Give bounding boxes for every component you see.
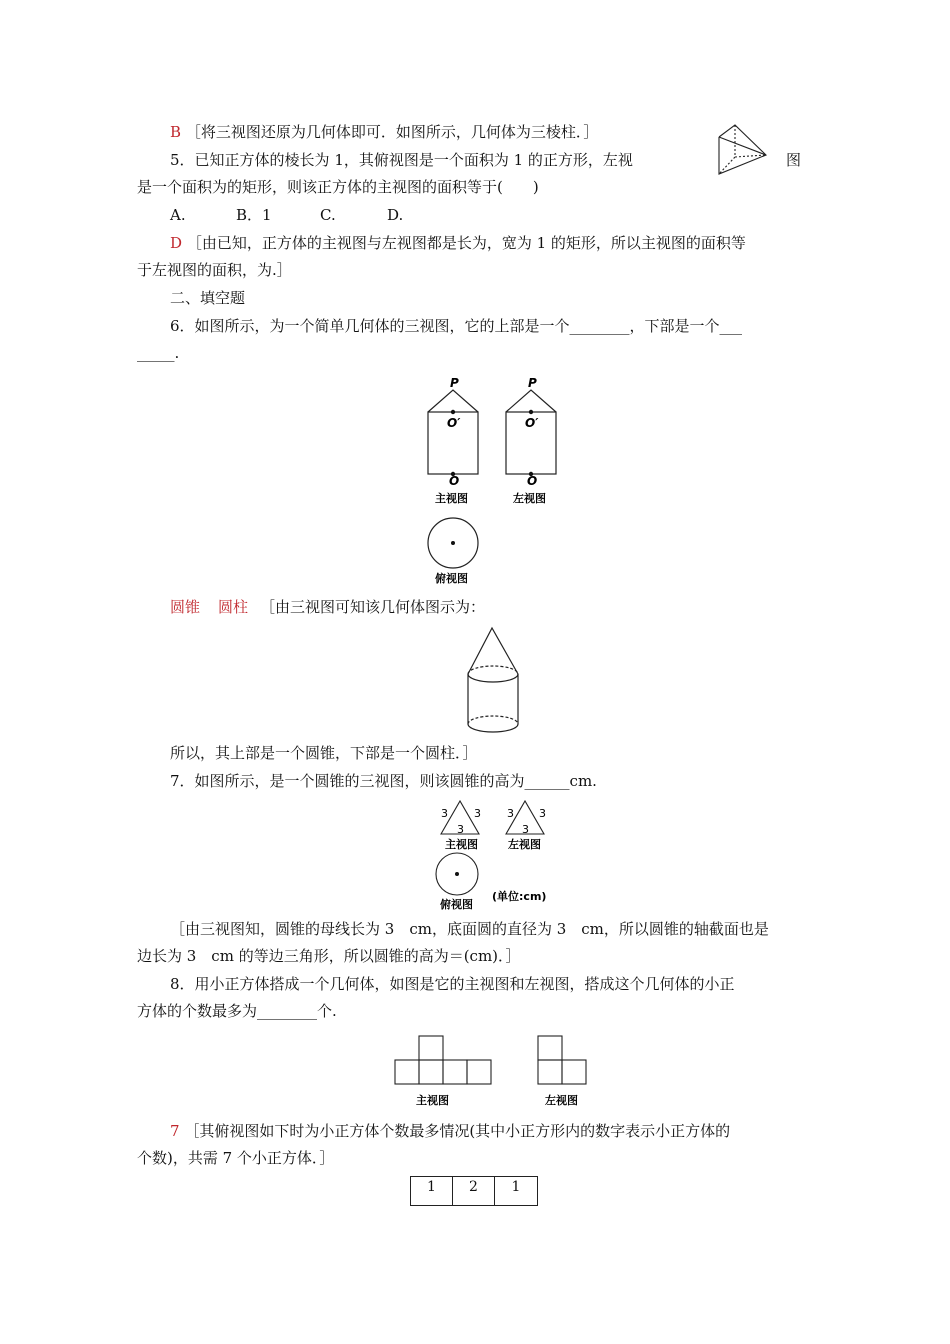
q5-option-c: C. bbox=[320, 206, 336, 224]
q7-expl1: ［由三视图知，圆锥的母线长为 3 cm，底面圆的直径为 3 cm，所以圆锥的轴截面也是 bbox=[170, 920, 769, 938]
cone-cylinder-figure bbox=[460, 624, 526, 736]
q8-answer-line bbox=[170, 1121, 730, 1141]
q6-expl1: ［由三视图可知该几何体图示为： bbox=[260, 598, 486, 616]
q5-option-a: A. bbox=[170, 206, 186, 224]
q6-front-apex-label: P bbox=[450, 376, 459, 390]
q6-front-mid-label: O′ bbox=[447, 416, 461, 430]
q8-left-caption: 左视图 bbox=[545, 1094, 578, 1107]
q6-answer1: 圆锥 bbox=[170, 598, 201, 616]
q8-expl2: 个数)，共需 7 个小正方体．］ bbox=[137, 1149, 335, 1167]
q6-line1: 6．如图所示，为一个简单几何体的三视图，它的上部是一个________，下部是一个___ bbox=[170, 317, 743, 335]
q6-expl2: 所以，其上部是一个圆锥，下部是一个圆柱．］ bbox=[170, 744, 478, 762]
q6-answer2: 圆柱 bbox=[218, 598, 249, 616]
q7-left-caption: 左视图 bbox=[508, 838, 541, 851]
q7-front-side-right: 3 bbox=[474, 807, 481, 820]
q8-expl1: ［其俯视图如下时为小正方体个数最多情况(其中小正方形内的数字表示小正方体的 bbox=[184, 1122, 731, 1140]
q8-answer: 7 bbox=[170, 1122, 180, 1140]
q8-front-caption: 主视图 bbox=[416, 1094, 449, 1107]
q6-line2: _____. bbox=[137, 344, 180, 362]
q6-answer-line bbox=[170, 597, 485, 617]
q7-left-base: 3 bbox=[522, 823, 529, 836]
q8-table-cell: 2 bbox=[453, 1177, 495, 1205]
q6-three-views-figure bbox=[410, 372, 580, 588]
q6-left-base-label: O bbox=[527, 474, 538, 488]
q8-table-cell: 1 bbox=[511, 1179, 521, 1195]
q5-line1: 5．已知正方体的棱长为 1，其俯视图是一个面积为 1 的正方形，左视 bbox=[170, 151, 633, 169]
q7-expl2: 边长为 3 cm 的等边三角形，所以圆锥的高为＝(cm)．］ bbox=[137, 947, 521, 965]
q5-answer: D bbox=[170, 234, 183, 252]
q5-answer-line bbox=[170, 233, 746, 253]
q7-left-side-left: 3 bbox=[507, 807, 514, 820]
q6-front-caption: 主视图 bbox=[435, 492, 468, 505]
q7-front-base: 3 bbox=[457, 823, 464, 836]
q6-left-apex-label: P bbox=[528, 376, 537, 390]
q6-top-caption: 俯视图 bbox=[435, 572, 468, 585]
q7-line1: 7．如图所示，是一个圆锥的三视图，则该圆锥的高为______cm. bbox=[170, 772, 597, 790]
q4-explanation: ［将三视图还原为几何体即可．如图所示，几何体为三棱柱．］ bbox=[185, 123, 599, 141]
q7-front-caption: 主视图 bbox=[445, 838, 478, 851]
q4-answer-line bbox=[170, 122, 598, 142]
q7-front-side-left: 3 bbox=[441, 807, 448, 820]
q8-table-cell: 1 bbox=[411, 1177, 453, 1205]
q7-unit: (单位:cm) bbox=[492, 890, 547, 903]
q5-line2: 是一个面积为的矩形，则该正方体的主视图的面积等于( ) bbox=[137, 178, 539, 196]
q7-top-caption: 俯视图 bbox=[440, 898, 473, 911]
q5-line1-tail: 图 bbox=[786, 151, 802, 169]
q5-option-d: D. bbox=[387, 206, 404, 224]
q7-left-side-right: 3 bbox=[539, 807, 546, 820]
section-heading: 二、填空题 bbox=[170, 289, 246, 307]
q5-expl1: ［由已知，正方体的主视图与左视图都是长为，宽为 1 的矩形，所以主视图的面积等 bbox=[186, 234, 746, 252]
q6-left-caption: 左视图 bbox=[513, 492, 546, 505]
q8-line1: 8．用小正方体搭成一个几何体，如图是它的主视图和左视图，搭成这个几何体的小正 bbox=[170, 975, 735, 993]
q6-left-mid-label: O′ bbox=[525, 416, 539, 430]
q8-line2: 方体的个数最多为________个. bbox=[137, 1002, 337, 1020]
q8-views-figure bbox=[390, 1032, 596, 1110]
q4-answer: B bbox=[170, 123, 182, 141]
q8-top-view-table bbox=[410, 1176, 538, 1206]
q5-option-b: B．1 bbox=[236, 206, 272, 224]
q6-front-base-label: O bbox=[449, 474, 460, 488]
q7-three-views-figure bbox=[432, 796, 562, 912]
triangular-prism-figure bbox=[716, 122, 770, 178]
q5-expl2: 于左视图的面积，为.］ bbox=[137, 261, 292, 279]
